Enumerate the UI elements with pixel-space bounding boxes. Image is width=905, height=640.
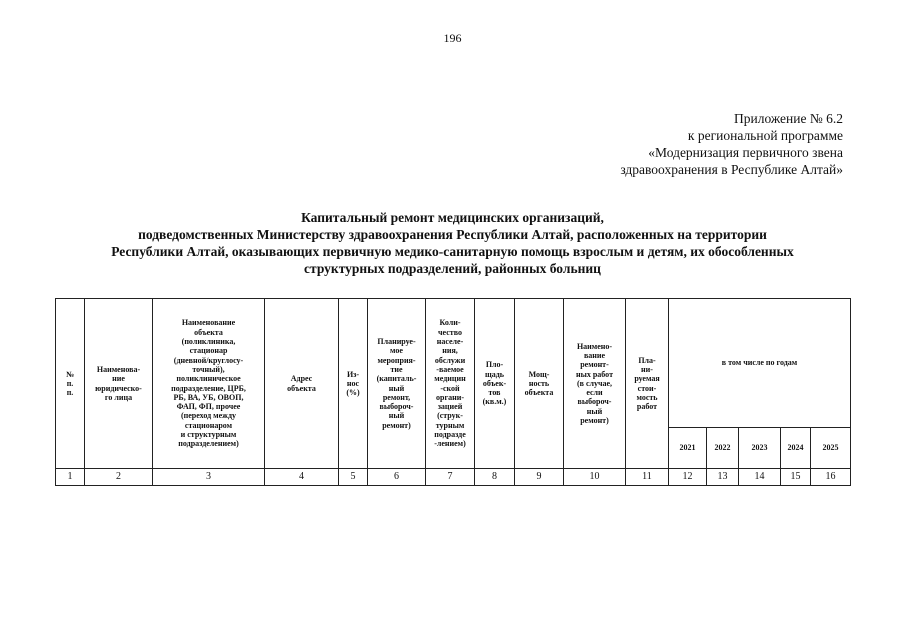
column-number-cell: 2 (85, 469, 153, 486)
column-number-cell: 16 (811, 469, 851, 486)
column-number-cell: 14 (739, 469, 781, 486)
year-cell: 2024 (781, 428, 811, 469)
title-line: структурных подразделений, районных больниц (304, 261, 601, 276)
header-cell-population: Коли- чество населе- ния, обслужи -ваемое медицин -ской органи- зацией (струк- турным подразде -лением) (426, 299, 475, 469)
document-title (0, 209, 905, 277)
column-number-cell: 7 (426, 469, 475, 486)
header-cell-planned-cost: Пла- ни- руемая стои- мость работ (626, 299, 669, 469)
repair-table (55, 298, 851, 486)
header-cell-number: № п. п. (56, 299, 85, 469)
column-number-cell: 5 (339, 469, 368, 486)
header-cell-planned-measure: Планируе- мое мероприя- тие (капиталь- ный ремонт, выбороч- ный ремонт) (368, 299, 426, 469)
header-cell-area: Пло- щадь объек- тов (кв.м.) (475, 299, 515, 469)
appendix-line: «Модернизация первичного звена (648, 145, 843, 160)
appendix-caption (620, 110, 843, 178)
column-number-cell: 3 (153, 469, 265, 486)
header-cell-repair-works: Наимено- вание ремонт- ных работ (в случае, если выбороч- ный ремонт) (564, 299, 626, 469)
column-number-row (56, 469, 851, 486)
column-number-cell: 6 (368, 469, 426, 486)
appendix-line: к региональной программе (687, 128, 843, 143)
year-cell: 2025 (811, 428, 851, 469)
column-number-cell: 15 (781, 469, 811, 486)
column-number-cell: 8 (475, 469, 515, 486)
title-line: Республики Алтай, оказывающих первичную медико-санитарную помощь взрослым и детям, их обособленных (111, 244, 794, 259)
header-cell-by-years: в том числе по годам (669, 299, 851, 428)
column-number-cell: 9 (515, 469, 564, 486)
appendix-line: Приложение № 6.2 (734, 111, 843, 126)
header-cell-legal-entity: Наименова- ние юридическо- го лица (85, 299, 153, 469)
year-cell: 2021 (669, 428, 707, 469)
column-number-cell: 4 (265, 469, 339, 486)
title-line: подведомственных Министерству здравоохранения Республики Алтай, расположенных на территории (138, 227, 767, 242)
column-number-cell: 12 (669, 469, 707, 486)
year-cell: 2022 (707, 428, 739, 469)
header-cell-address: Адрес объекта (265, 299, 339, 469)
column-number-cell: 10 (564, 469, 626, 486)
page-number: 196 (443, 31, 462, 45)
title-line: Капитальный ремонт медицинских организаций, (301, 210, 604, 225)
column-number-cell: 11 (626, 469, 669, 486)
table-header-row (56, 299, 851, 428)
header-cell-wear: Из- нос (%) (339, 299, 368, 469)
appendix-line: здравоохранения в Республике Алтай» (620, 162, 843, 177)
year-cell: 2023 (739, 428, 781, 469)
column-number-cell: 13 (707, 469, 739, 486)
header-cell-capacity: Мощ- ность объекта (515, 299, 564, 469)
header-cell-object-name: Наименование объекта (поликлиника, стационар (дневной/круглосу- точный), поликлиническое подразделение, ЦРБ, РБ, ВА, УБ, ОВОП, ФАП, ФП, прочее (переход между стационаром и структурным подразделением) (153, 299, 265, 469)
column-number-cell: 1 (56, 469, 85, 486)
